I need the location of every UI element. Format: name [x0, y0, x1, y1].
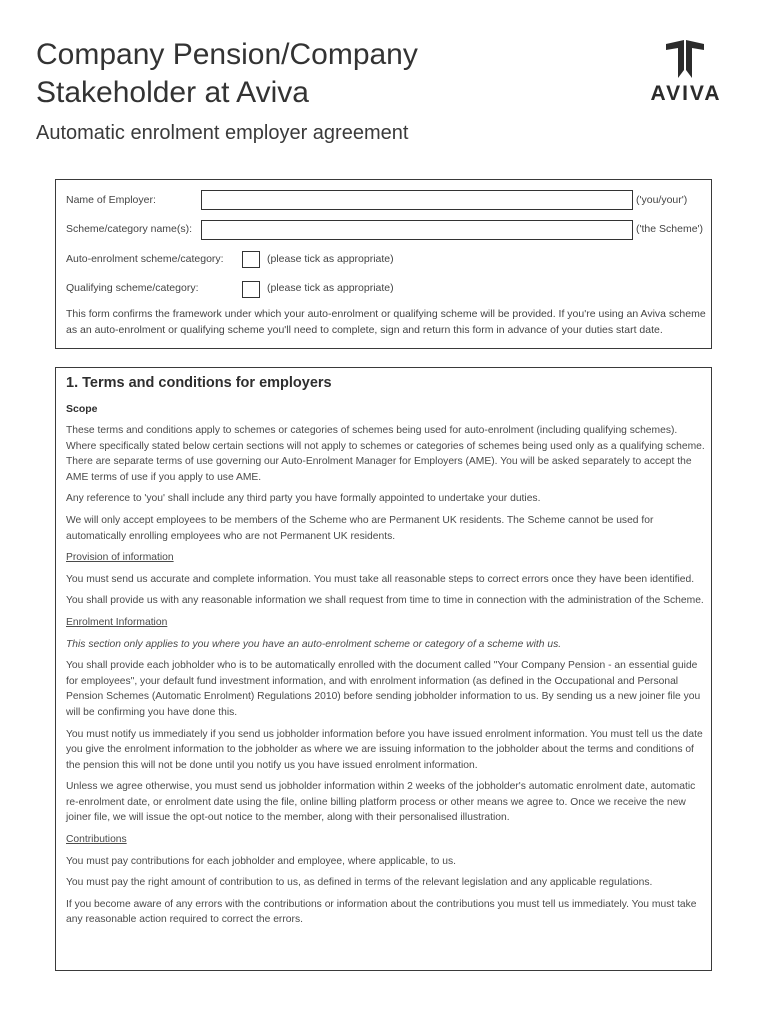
scope-paragraph-3: We will only accept employees to be members of the Scheme who are Permanent UK residents. The Scheme cannot be used for automatically enrolling employees who are not Permanent UK residents. [66, 514, 654, 542]
contributions-heading: Contributions [66, 834, 127, 846]
employer-name-label: Name of Employer: [66, 194, 156, 206]
section-heading: 1. Terms and conditions for employers [66, 375, 332, 391]
page-title: Company Pension/Company Stakeholder at Aviva [36, 38, 418, 109]
form-intro-text: This form confirms the framework under which your auto-enrolment or qualifying scheme will be provided. If you're using an Aviva scheme as an auto-enrolment or qualifying scheme you'll need to complete, sign and return this form in advance of your duties start date. [66, 308, 706, 336]
enrolment-note: This section only applies to you where you have an auto-enrolment scheme or category of a scheme with us. [66, 638, 562, 650]
scheme-name-field[interactable] [201, 220, 633, 240]
qualifying-scheme-checkbox[interactable] [242, 281, 260, 298]
terms-content [66, 375, 706, 934]
enrolment-paragraph-3: Unless we agree otherwise, you must send us jobholder information within 2 weeks of the jobholder's automatic enrolment date, automatic re-enrolment date, or enrolment date using the file, online billing platform process or other means we agree to. Once we receive the new joiner file, we will issue the opt-out notice to the member, along with their personalised illustration. [66, 781, 696, 824]
scope-heading: Scope [66, 403, 98, 415]
auto-enrolment-label: Auto-enrolment scheme/category: [66, 253, 224, 265]
page-subtitle: Automatic enrolment employer agreement [36, 122, 409, 144]
aviva-logo [636, 40, 736, 106]
provision-paragraph-2: You shall provide us with any reasonable information we shall request from time to time in connection with the administration of the Scheme. [66, 595, 704, 607]
contributions-paragraph-1: You must pay contributions for each jobholder and employee, where applicable, to us. [66, 855, 456, 867]
aviva-logo-text: AVIVA [650, 82, 722, 105]
employer-name-suffix: ('you/your') [636, 194, 688, 206]
auto-enrolment-checkbox[interactable] [242, 251, 260, 268]
employer-name-field[interactable] [201, 190, 633, 210]
employer-details-box [55, 179, 712, 349]
enrolment-paragraph-1: You shall provide each jobholder who is to be automatically enrolled with the document called "Your Company Pension - an essential guide for employees", your default fund investment information, and with enrolment information (as defined in the Occupational and Personal Pension Schemes (Automatic Enrolment) Regulations 2010) before sending jobholder information to us. By sending us a new joiner file you will be confirming you have done this. [66, 660, 701, 718]
aviva-flag-icon [664, 40, 706, 78]
scope-paragraph-2: Any reference to 'you' shall include any third party you have formally appointed to undertake your duties. [66, 493, 541, 505]
contributions-paragraph-2: You must pay the right amount of contribution to us, as defined in terms of the relevant legislation and any applicable regulations. [66, 877, 653, 889]
scheme-name-label: Scheme/category name(s): [66, 223, 193, 235]
enrolment-paragraph-2: You must notify us immediately if you send us jobholder information before you have issued enrolment information. You must tell us the date you give the enrolment information to the jobholder as where we are issuing information to the jobholder about the terms and conditions of the pension this will not be done until you notify us you have issued enrolment information. [66, 728, 703, 771]
qualifying-scheme-label: Qualifying scheme/category: [66, 282, 199, 294]
contributions-paragraph-3: If you become aware of any errors with the contributions or information about the contributions you must tell us immediately. You must take any reasonable action required to correct the errors. [66, 898, 697, 926]
scheme-name-suffix: ('the Scheme') [636, 223, 704, 235]
terms-box [55, 367, 712, 971]
enrolment-heading: Enrolment Information [66, 616, 168, 628]
provision-paragraph-1: You must send us accurate and complete information. You must take all reasonable steps to correct errors once they have been identified. [66, 573, 695, 585]
qualifying-scheme-note: (please tick as appropriate) [267, 282, 394, 294]
provision-heading: Provision of information [66, 552, 174, 564]
auto-enrolment-note: (please tick as appropriate) [267, 253, 394, 265]
scope-paragraph-1: These terms and conditions apply to schemes or categories of schemes being used for auto-enrolment (including qualifying schemes). Where specifically stated below certain sections will not apply to schemes or categories of schemes being used only as a qualifying scheme. There are separate terms of use governing our Auto-Enrolment Manager for Employers (AME). You will be asked separately to accept the AME terms of use if you apply to use AME. [66, 425, 705, 483]
